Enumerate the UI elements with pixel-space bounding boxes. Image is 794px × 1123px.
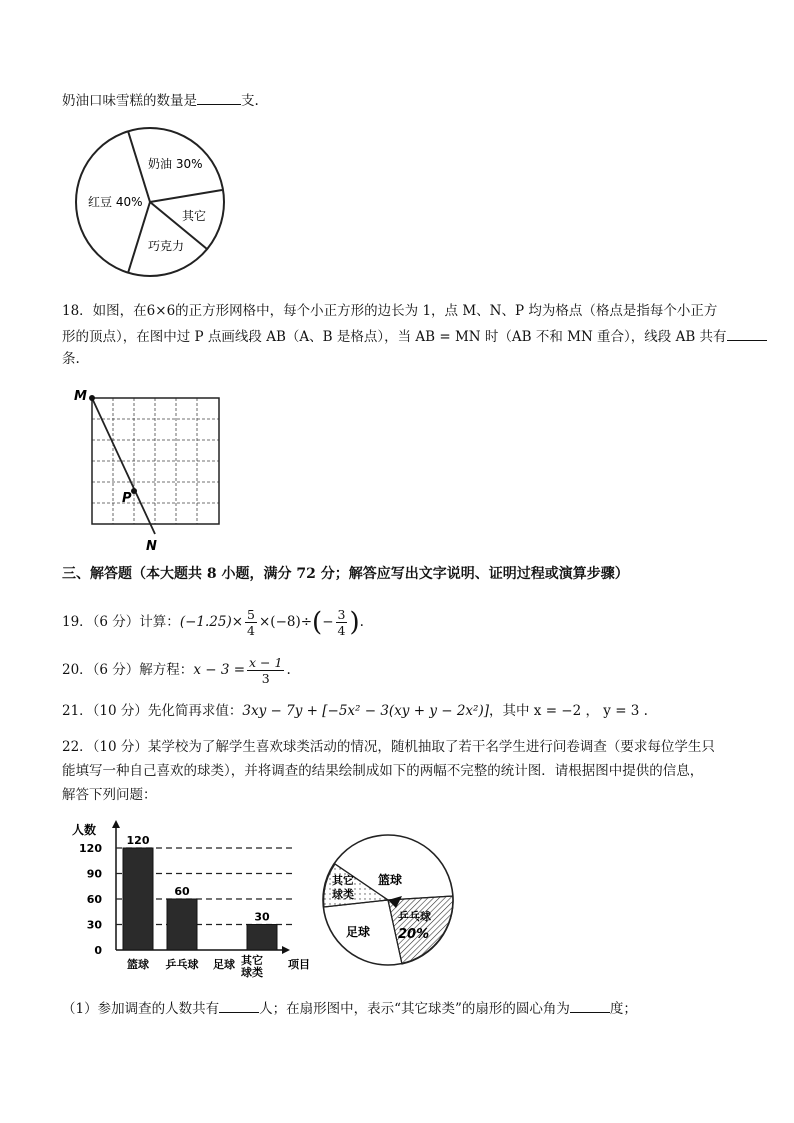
bar xyxy=(123,848,153,950)
q17-line: 奶油口味雪糕的数量是 支. xyxy=(62,88,259,112)
segment-mn xyxy=(92,398,155,534)
label-m: M xyxy=(74,389,87,404)
y-tick-label: 60 xyxy=(86,893,102,906)
pie2-label-lanqiu: 篮球 xyxy=(378,873,403,887)
pie1-label-qita: 其它 xyxy=(182,209,207,223)
pie-chart-icecream xyxy=(70,122,230,284)
pie1-label-qiaokeli: 巧克力 xyxy=(148,239,185,253)
pie2-label-zuqiu: 足球 xyxy=(346,925,371,939)
q21-line: 21．（10 分）先化简再求值：3xy − 7y + [−5x² − 3(xy + y − 2x²)]，其中 x = −2 ， y = 3 . xyxy=(62,703,648,719)
answer-blank[interactable] xyxy=(197,88,241,105)
pie2-label-qita: 其它 xyxy=(332,874,354,887)
q22-line1: 22．（10 分）某学校为了解学生喜欢球类活动的情况，随机抽取了若干名学生进行问卷调查（要求每位学生只 xyxy=(62,739,715,755)
q22-line3: 解答下列问题： xyxy=(62,787,157,803)
y-tick-label: 30 xyxy=(86,918,102,932)
bar xyxy=(167,899,197,950)
y-tick-label: 90 xyxy=(86,867,102,881)
bar-data-label: 30 xyxy=(254,910,270,924)
bar-data-label: 60 xyxy=(174,885,190,898)
bar-ylabel: 人数 xyxy=(72,823,97,837)
x-axis-arrow xyxy=(282,946,290,954)
x-tick-label: 球类 xyxy=(241,966,263,978)
pie1-label-hongdou: 红豆 40% xyxy=(88,195,143,209)
fraction: $\frac{3}{4}$ xyxy=(337,607,346,638)
pie2-label-pingpang: 乒乓球 xyxy=(398,910,431,923)
x-tick-label: 足球 xyxy=(213,958,235,971)
q18-line3: 条. xyxy=(62,351,80,367)
y-tick-label: 0 xyxy=(94,944,102,957)
pie2-label-pct: 20% xyxy=(398,927,430,942)
pie2-label-qita-2: 球类 xyxy=(332,888,354,901)
pie-chart-ball xyxy=(318,832,458,972)
grid-figure xyxy=(66,384,226,556)
x-tick-label: 篮球 xyxy=(127,958,149,971)
bar-xlabel: 项目 xyxy=(288,958,310,971)
label-p: P xyxy=(122,491,132,506)
section-title: 三、解答题（本大题共 8 小题，满分 72 分；解答应写出文字说明、证明过程或演算步骤） xyxy=(62,566,629,582)
point-p xyxy=(131,488,137,494)
q19-line: 19．（6 分）计算：(−1.25)× $\frac{5}{4}$ ×(−8)÷(− $\frac{3}{4}$ ). xyxy=(62,607,364,638)
fraction: $\frac{x - 1}{3}$ xyxy=(249,655,283,686)
y-tick-labels xyxy=(79,842,102,957)
bar-chart xyxy=(66,818,320,978)
q18-line1: 18．如图，在6×6的正方形网格中，每个小正方形的边长为 1，点 M、N、P 均为格点（格点是指每个小正方 xyxy=(62,303,718,319)
label-n: N xyxy=(146,539,157,554)
bar-data-label: 120 xyxy=(126,834,150,847)
bar xyxy=(247,925,277,951)
y-axis-arrow xyxy=(112,820,120,828)
fraction: $\frac{5}{4}$ xyxy=(247,607,255,638)
point-m xyxy=(89,395,95,401)
answer-blank[interactable] xyxy=(219,996,259,1013)
q18-line2: 形的顶点），在图中过 P 点画线段 AB（A、B 是格点），当 AB = MN 时（AB 不和 MN 重合），线段 AB 共有 xyxy=(62,324,767,348)
q22-line2: 能填写一种自己喜欢的球类），并将调查的结果绘制成如下的两幅不完整的统计图．请根据图中提供的信息， xyxy=(62,763,704,779)
answer-blank[interactable] xyxy=(727,324,767,341)
q20-line: 20．（6 分）解方程：x − 3 = $\frac{x - 1}{3}$ . xyxy=(62,655,291,686)
x-tick-labels xyxy=(127,957,235,971)
pie1-label-naiyou: 奶油 30% xyxy=(148,157,203,171)
x-tick-label: 其它 xyxy=(241,954,263,967)
q22-part1: （1）参加调查的人数共有 人；在扇形图中，表示“其它球类”的扇形的圆心角为 度； xyxy=(62,996,637,1020)
y-tick-label: 120 xyxy=(79,842,102,855)
answer-blank[interactable] xyxy=(570,996,610,1013)
x-tick-label: 乒乓球 xyxy=(165,958,199,971)
